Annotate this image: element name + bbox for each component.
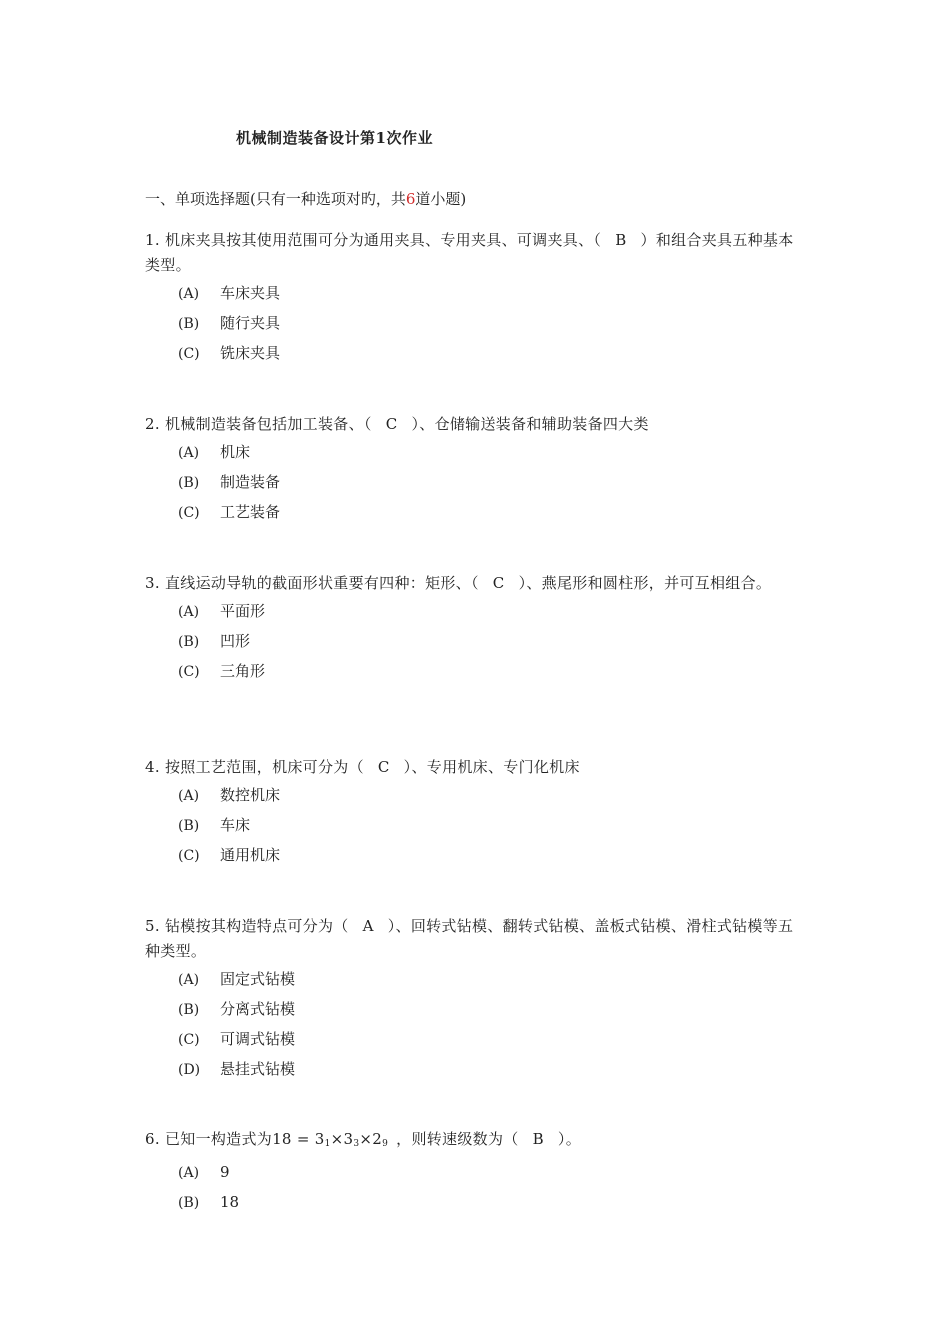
option-c: (C) 工艺装备: [178, 503, 281, 521]
question-3: [145, 571, 805, 686]
answer-blank: B: [532, 1130, 544, 1148]
option-b: (B) 凹形: [178, 632, 251, 650]
option-b: (B) 分离式钻模: [178, 1000, 296, 1018]
question-count: 6: [405, 190, 416, 208]
answer-blank: C: [492, 574, 505, 592]
option-c: (C) 可调式钻模: [178, 1030, 296, 1048]
option-c: (C) 通用机床: [178, 846, 281, 864]
question-stem: 5. 钻模按其构造特点可分为（ A ）、回转式钻模、翻转式钻模、盖板式钻模、滑柱式钻模等五种类型。: [145, 914, 805, 964]
option-a: (A) 9: [178, 1163, 230, 1181]
answer-blank: A: [362, 917, 374, 935]
question-4: [145, 755, 805, 870]
answer-blank: C: [385, 415, 398, 433]
question-6: [145, 1127, 805, 1217]
option-c: (C) 铣床夹具: [178, 344, 281, 362]
question-2: [145, 412, 805, 527]
option-a: (A) 数控机床: [178, 786, 281, 804]
question-stem: 6. 已知一构造式为$18 = 3_1\times 3_3\times 2_9$ ，则转速级数为（ B ）。: [145, 1127, 805, 1157]
question-1: [145, 228, 805, 368]
option-b: (B) 随行夹具: [178, 314, 281, 332]
option-b: (B) 车床: [178, 816, 251, 834]
option-b: (B) 制造装备: [178, 473, 281, 491]
question-stem: 2. 机械制造装备包括加工装备、（ C ）、仓储输送装备和辅助装备四大类: [145, 412, 805, 437]
answer-blank: B: [615, 231, 627, 249]
option-b: (B) 18: [178, 1193, 240, 1211]
question-stem: 1. 机床夹具按其使用范围可分为通用夹具、专用夹具、可调夹具、（ B ）和组合夹具五种基本类型。: [145, 228, 805, 278]
option-a: (A) 固定式钻模: [178, 970, 296, 988]
question-stem: 4. 按照工艺范围，机床可分为（ C ）、专用机床、专门化机床: [145, 755, 805, 780]
section-suffix: 道小题): [415, 190, 467, 208]
answer-blank: C: [377, 758, 390, 776]
document-title: 机械制造装备设计第1次作业: [236, 129, 433, 147]
question-5: [145, 914, 805, 1084]
option-d: (D) 悬挂式钻模: [178, 1060, 296, 1078]
option-a: (A) 平面形: [178, 602, 266, 620]
option-c: (C) 三角形: [178, 662, 266, 680]
question-stem: 3. 直线运动导轨的截面形状重要有四种：矩形、（ C ）、燕尾形和圆柱形，并可互相组合。: [145, 571, 805, 596]
section-heading: [145, 188, 466, 209]
option-a: (A) 机床: [178, 443, 251, 461]
section-prefix: 一、单项选择题(只有一种选项对旳，共: [145, 190, 406, 208]
option-a: (A) 车床夹具: [178, 284, 281, 302]
